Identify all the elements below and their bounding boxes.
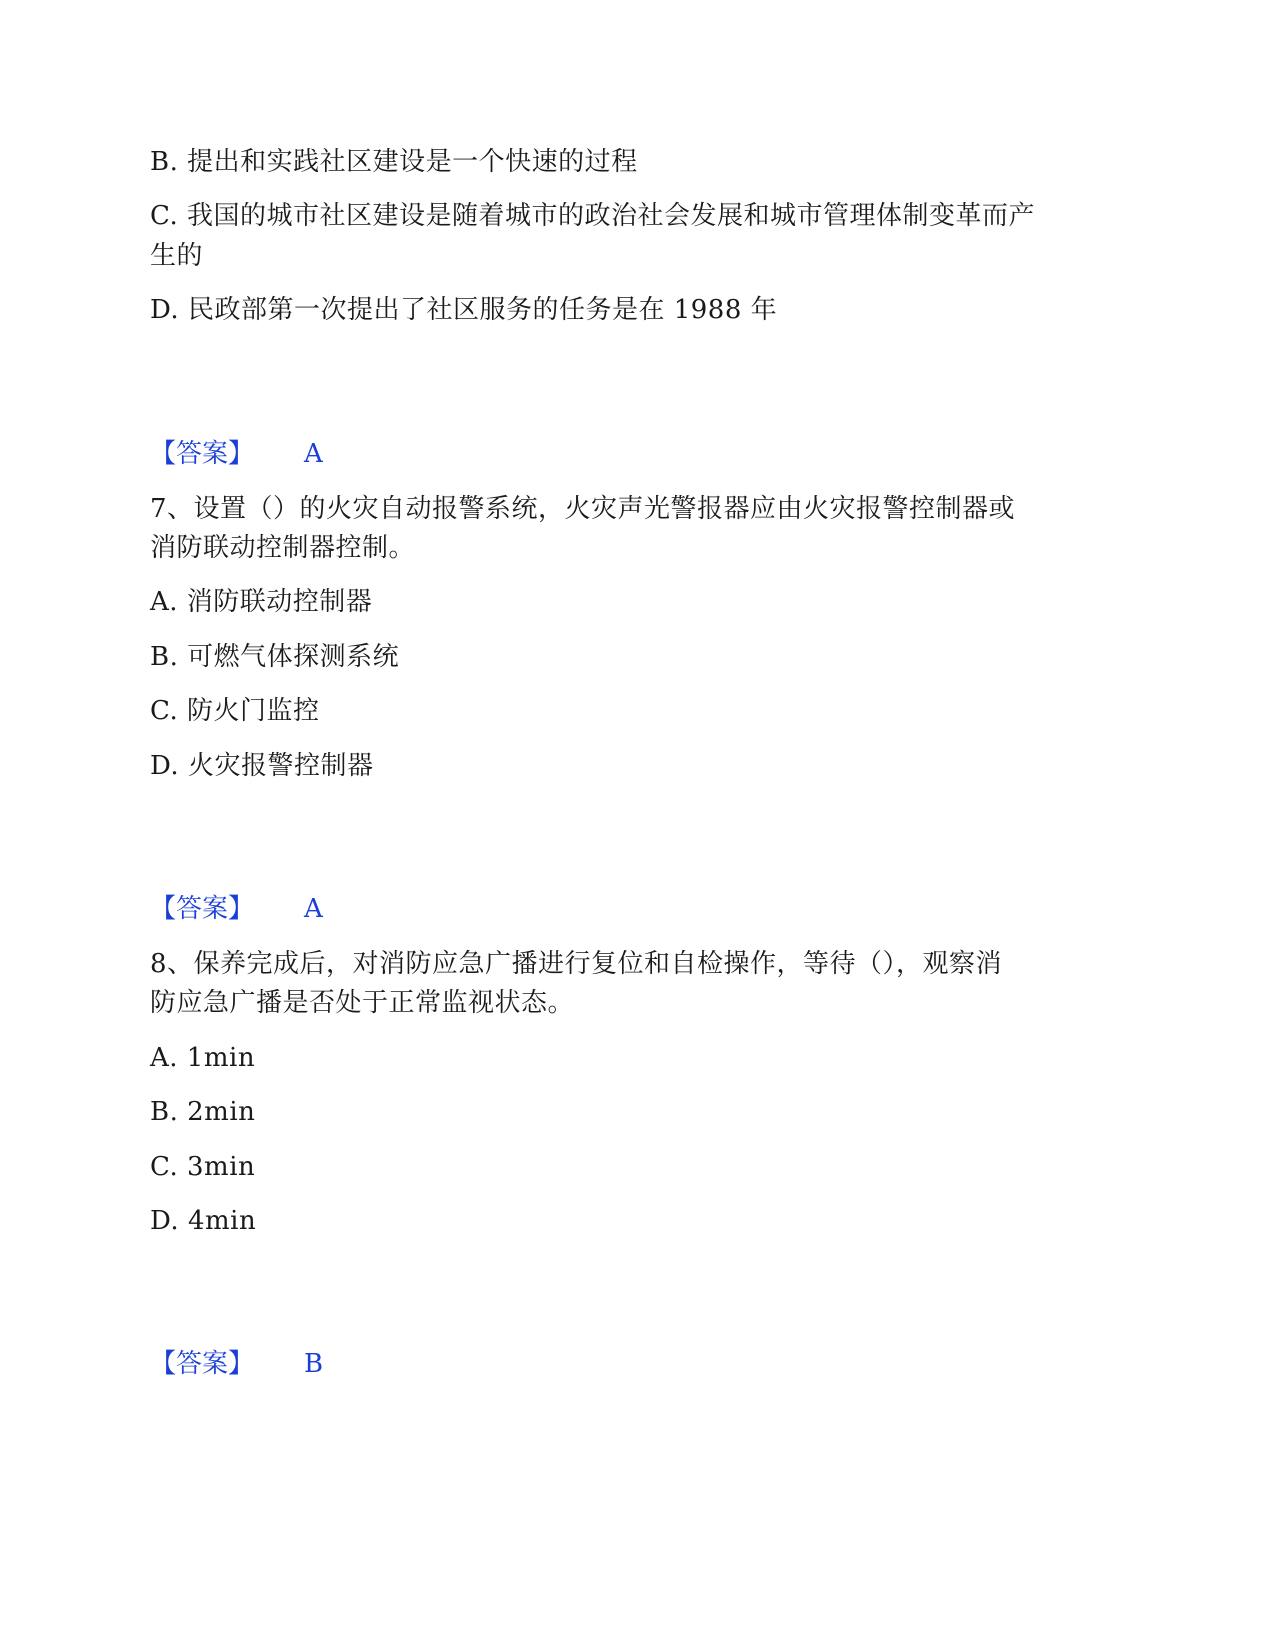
q8-option-a: A. 1min [150, 1043, 256, 1073]
q7-stem-line2: 消防联动控制器控制。 [150, 533, 416, 563]
answer-q6 [150, 434, 323, 474]
answer-value: A [304, 894, 323, 924]
answer-q7 [150, 889, 323, 929]
q8-option-b: B. 2min [150, 1097, 256, 1127]
answer-value: A [304, 439, 323, 469]
q8-stem-line2: 防应急广播是否处于正常监视状态。 [150, 988, 575, 1018]
q7-option-d: D. 火灾报警控制器 [150, 751, 374, 781]
q7-option-a: A. 消防联动控制器 [150, 587, 373, 617]
answer-label: 【答案】 [150, 894, 255, 924]
q8-stem-line1: 8、保养完成后，对消防应急广播进行复位和自检操作，等待（），观察消 [150, 949, 1003, 979]
option-c-prev-line1: C. 我国的城市社区建设是随着城市的政治社会发展和城市管理体制变革而产 [150, 201, 1035, 231]
option-c-prev-line2: 生的 [150, 241, 204, 271]
q7-option-c: C. 防火门监控 [150, 696, 320, 726]
option-d-prev: D. 民政部第一次提出了社区服务的任务是在 1988 年 [150, 295, 778, 325]
answer-label: 【答案】 [150, 439, 255, 469]
q8-option-d: D. 4min [150, 1206, 257, 1236]
q8-option-c: C. 3min [150, 1152, 256, 1182]
answer-q8 [150, 1344, 323, 1384]
q7-option-b: B. 可燃气体探测系统 [150, 642, 400, 672]
answer-value: B [304, 1349, 324, 1379]
q7-stem-line1: 7、设置（）的火灾自动报警系统，火灾声光警报器应由火灾报警控制器或 [150, 494, 1016, 524]
answer-label: 【答案】 [150, 1349, 255, 1379]
option-b-prev: B. 提出和实践社区建设是一个快速的过程 [150, 147, 638, 177]
